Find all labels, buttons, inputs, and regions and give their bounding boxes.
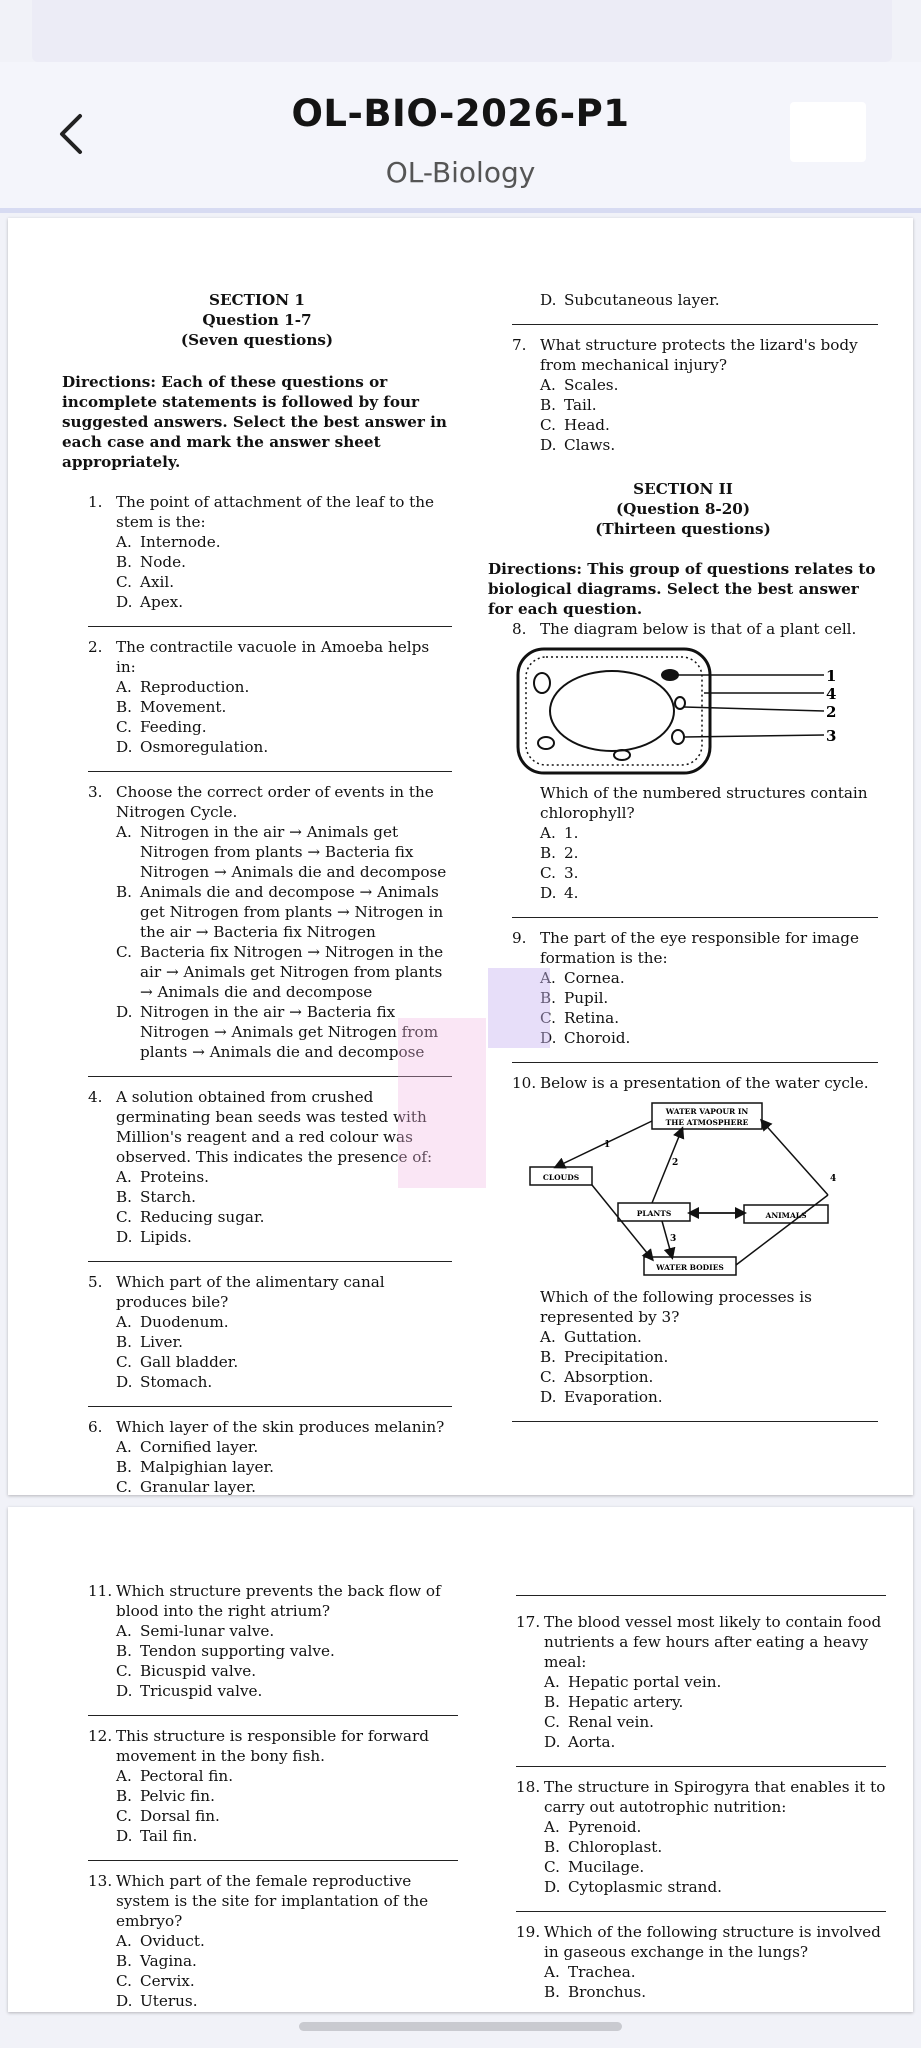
option-a[interactable]: A. 1. xyxy=(540,824,579,842)
vapour-label: WATER VAPOUR IN xyxy=(665,1107,749,1116)
question-5: 5. Which part of the alimentary canal produces bile? A. Duodenum. B. Liver. C. Gall bladder. D. Stomach. xyxy=(88,1272,452,1392)
vapour-label: THE ATMOSPHERE xyxy=(665,1118,749,1127)
option-b[interactable]: B. Starch. xyxy=(116,1188,196,1206)
exam-page-1 xyxy=(8,218,913,1495)
right-column xyxy=(488,290,878,1432)
section-range: Question 1-7 xyxy=(202,311,312,329)
page-title: OL-BIO-2026-P1 xyxy=(291,92,630,135)
question-4: 4. A solution obtained from crushed germinating bean seeds was tested with Million's reagent and a red colour was observed. This indicates the presence of: A. Proteins. B. Starch. C. Reducing sugar. D. Lipids. xyxy=(88,1087,452,1247)
clouds-label: CLOUDS xyxy=(542,1173,580,1182)
option-d[interactable]: D. Osmoregulation. xyxy=(116,738,269,756)
section-count: (Thirteen questions) xyxy=(595,520,771,538)
option-b[interactable]: B. Chloroplast. xyxy=(544,1838,663,1856)
option-c[interactable]: C. Feeding. xyxy=(116,718,207,736)
option-d[interactable]: D. Uterus. xyxy=(116,1992,198,2010)
question-19: 19. Which of the following structure is involved in gaseous exchange in the lungs? A. Trachea. B. Bronchus. xyxy=(516,1922,886,2002)
option-b[interactable]: B. Tail. xyxy=(540,396,597,414)
option-c[interactable]: C. Bicuspid valve. xyxy=(116,1662,257,1680)
option-c[interactable]: C. Dorsal fin. xyxy=(116,1807,220,1825)
question-divider xyxy=(512,1421,878,1422)
option-b[interactable]: B. Bronchus. xyxy=(544,1983,647,2001)
option-a[interactable]: A. Pectoral fin. xyxy=(116,1767,234,1785)
option-d[interactable]: D. Lipids. xyxy=(116,1228,192,1246)
option-b[interactable]: B. Movement. xyxy=(116,698,227,716)
question-1: 1. The point of attachment of the leaf to the stem is the: A. Internode. B. Node. C. Axil. D. Apex. xyxy=(88,492,452,612)
option-a[interactable]: A. Nitrogen in the air → Animals get Nitrogen from plants → Bacteria fix Nitrogen → Animals die and decompose xyxy=(116,823,447,881)
option-c[interactable]: C. Axil. xyxy=(116,573,175,591)
question-stem: Which part of the female reproductive system is the site for implantation of the embryo? xyxy=(116,1872,429,1930)
question-stem: Which part of the alimentary canal produces bile? xyxy=(116,1273,385,1311)
section-2-header xyxy=(488,479,878,539)
question-divider xyxy=(88,1715,458,1716)
question-12: 12. This structure is responsible for forward movement in the bony fish. A. Pectoral fin. B. Pelvic fin. C. Dorsal fin. D. Tail fin. xyxy=(88,1726,458,1846)
header-action-placeholder xyxy=(790,102,866,162)
diagram-label: 4 xyxy=(826,685,837,703)
question-divider xyxy=(512,324,878,325)
question-stem: Which of the following structure is involved in gaseous exchange in the lungs? xyxy=(544,1923,881,1961)
section-1-directions: Directions: Each of these questions or incomplete statements is followed by four suggested answers. Select the best answer in each case and mark the answer sheet appropriately. xyxy=(62,373,447,471)
option-d[interactable]: D. Claws. xyxy=(540,436,616,454)
option-a[interactable]: A. Guttation. xyxy=(540,1328,642,1346)
question-divider xyxy=(516,1595,886,1596)
question-divider xyxy=(516,1911,886,1912)
option-d[interactable]: D. Tricuspid valve. xyxy=(116,1682,263,1700)
question-prompt: Which of the numbered structures contain chlorophyll? xyxy=(540,784,868,822)
option-c[interactable]: C. Granular layer. xyxy=(116,1478,256,1496)
arrow-label: 1 xyxy=(604,1140,611,1150)
option-b[interactable]: B. Node. xyxy=(116,553,186,571)
option-d[interactable]: D. Subcutaneous layer. xyxy=(540,291,720,309)
option-c[interactable]: C. Mucilage. xyxy=(544,1858,645,1876)
header-divider xyxy=(0,208,921,213)
question-prompt: Which of the following processes is represented by 3? xyxy=(540,1288,812,1326)
option-b[interactable]: B. Pupil. xyxy=(540,989,609,1007)
option-a[interactable]: A. Oviduct. xyxy=(116,1932,205,1950)
question-18: 18. The structure in Spirogyra that enables it to carry out autotrophic nutrition: A. Pyrenoid. B. Chloroplast. C. Mucilage. D. Cytoplasmic strand. xyxy=(516,1778,886,1896)
question-divider xyxy=(88,626,452,627)
question-2: 2. The contractile vacuole in Amoeba helps in: A. Reproduction. B. Movement. C. Feeding. D. Osmoregulation. xyxy=(88,637,452,757)
arrow-label: 2 xyxy=(672,1158,679,1168)
water-bodies-label: WATER BODIES xyxy=(656,1263,724,1272)
section-1-header xyxy=(62,290,452,350)
option-d[interactable]: D. Nitrogen in the air → Bacteria fix Nitrogen → Animals get Nitrogen from plants → Animals die and decompose xyxy=(116,1003,439,1061)
question-divider xyxy=(88,1076,452,1077)
diagram-label: 2 xyxy=(826,703,837,721)
question-divider xyxy=(516,1766,886,1767)
question-stem: The blood vessel most likely to contain food nutrients a few hours after eating a heavy meal: xyxy=(544,1613,882,1671)
section-title: SECTION II xyxy=(633,480,733,498)
question-stem: Choose the correct order of events in the Nitrogen Cycle. xyxy=(116,783,434,821)
section-2-directions: Directions: This group of questions relates to biological diagrams. Select the best answer for each question. xyxy=(488,560,876,618)
option-b[interactable]: B. Hepatic artery. xyxy=(544,1693,684,1711)
question-stem: The point of attachment of the leaf to the stem is the: xyxy=(116,493,435,531)
option-b[interactable]: B. Tendon supporting valve. xyxy=(116,1642,335,1660)
question-divider xyxy=(88,771,452,772)
question-7: 7. What structure protects the lizard's body from mechanical injury? A. Scales. B. Tail. C. Head. D. Claws. xyxy=(512,335,878,455)
page-subtitle: OL-Biology xyxy=(385,156,536,189)
option-a[interactable]: A. Proteins. xyxy=(116,1168,209,1186)
option-a[interactable]: A. Reproduction. xyxy=(116,678,250,696)
question-6: 6. Which layer of the skin produces melanin? A. Cornified layer. B. Malpighian layer. C. Granular layer. xyxy=(88,1417,452,1497)
option-c[interactable]: C. 3. xyxy=(540,864,579,882)
option-b[interactable]: B. Animals die and decompose → Animals get Nitrogen from plants → Nitrogen in the air → Bacteria fix Nitrogen xyxy=(116,883,444,941)
question-divider xyxy=(88,1860,458,1861)
home-indicator[interactable] xyxy=(299,2022,622,2031)
option-d[interactable]: D. Aorta. xyxy=(544,1733,616,1751)
option-b[interactable]: B. Vagina. xyxy=(116,1952,197,1970)
option-a[interactable]: A. Duodenum. xyxy=(116,1313,229,1331)
option-b[interactable]: B. 2. xyxy=(540,844,579,862)
question-stem: The contractile vacuole in Amoeba helps in: xyxy=(116,638,430,676)
question-divider xyxy=(88,1406,452,1407)
option-d[interactable]: D. Evaporation. xyxy=(540,1388,663,1406)
option-a[interactable]: A. Cornified layer. xyxy=(116,1438,259,1456)
question-8: 8. The diagram below is that of a plant cell. 1 4 2 3 Which of the numbered structures contain chlorophyll? A. 1. B. 2. C. 3. D. 4. xyxy=(512,619,878,903)
option-a[interactable]: A. Internode. xyxy=(116,533,221,551)
question-stem: What structure protects the lizard's body from mechanical injury? xyxy=(540,336,858,374)
option-a[interactable]: A. Scales. xyxy=(540,376,619,394)
option-c[interactable]: C. Reducing sugar. xyxy=(116,1208,265,1226)
option-c[interactable]: C. Retina. xyxy=(540,1009,620,1027)
left-column xyxy=(62,290,452,1497)
question-10: 10. Below is a presentation of the water cycle. WATER VAPOUR IN THE ATMOSPHERE CLOUDS PLANTS ANIMALS WATER BODIES 1 2 3 4 Which of the following processes is represented by 3? A. Guttation. B. Precipitation. C. Absorption. D. Evaporation. xyxy=(512,1073,878,1407)
arrow-label: 4 xyxy=(830,1174,837,1184)
section-range: (Question 8-20) xyxy=(615,500,751,518)
water-cycle-diagram xyxy=(512,1099,842,1281)
option-d[interactable]: D. 4. xyxy=(540,884,579,902)
left-column xyxy=(88,1581,458,2011)
diagram-label: 3 xyxy=(826,727,837,745)
option-a[interactable]: A. Pyrenoid. xyxy=(544,1818,642,1836)
right-column xyxy=(516,1595,886,2002)
diagram-label: 1 xyxy=(826,667,837,685)
plant-cell-diagram xyxy=(512,645,842,777)
question-stem: Below is a presentation of the water cycle. xyxy=(540,1074,869,1092)
status-bar-area xyxy=(32,0,892,62)
question-stem: The part of the eye responsible for image formation is the: xyxy=(540,929,859,967)
option-c[interactable]: C. Absorption. xyxy=(540,1368,654,1386)
question-3: 3. Choose the correct order of events in the Nitrogen Cycle. A. Nitrogen in the air → Animals get Nitrogen from plants → Bacteria fix Nitrogen → Animals die and decompose B. Animals die and decompose → Animals get Nitrogen from plants → Nitrogen in the air → Bacteria fix Nitrogen C. Bacteria fix Nitrogen → Nitrogen in the air → Animals get Nitrogen from plants → Animals die and decompose D. Nitrogen in the air → Bacteria fix Nitrogen → Animals get Nitrogen from plants → Animals die and decompose xyxy=(88,782,452,1062)
question-stem: A solution obtained from crushed germinating bean seeds was tested with Million's reagent and a red colour was observed. This indicates the presence of: xyxy=(116,1088,433,1166)
option-c[interactable]: C. Gall bladder. xyxy=(116,1353,239,1371)
option-c[interactable]: C. Head. xyxy=(540,416,610,434)
question-divider xyxy=(512,1062,878,1063)
question-stem: The structure in Spirogyra that enables it to carry out autotrophic nutrition: xyxy=(544,1778,886,1816)
question-9: 9. The part of the eye responsible for image formation is the: A. Cornea. B. Pupil. C. Retina. D. Choroid. xyxy=(512,928,878,1048)
plants-label: PLANTS xyxy=(636,1209,672,1218)
question-divider xyxy=(88,1261,452,1262)
question-divider xyxy=(512,917,878,918)
option-a[interactable]: A. Cornea. xyxy=(540,969,625,987)
option-b[interactable]: B. Pelvic fin. xyxy=(116,1787,215,1805)
question-11: 11. Which structure prevents the back flow of blood into the right atrium? A. Semi-lunar valve. B. Tendon supporting valve. C. Bicuspid valve. D. Tricuspid valve. xyxy=(88,1581,458,1701)
option-a[interactable]: A. Hepatic portal vein. xyxy=(544,1673,722,1691)
arrow-label: 3 xyxy=(670,1234,677,1244)
section-title: SECTION 1 xyxy=(208,291,305,309)
option-c[interactable]: C. Bacteria fix Nitrogen → Nitrogen in the air → Animals get Nitrogen from plants → Animals die and decompose xyxy=(116,943,444,1001)
question-stem: This structure is responsible for forward movement in the bony fish. xyxy=(116,1727,429,1765)
option-a[interactable]: A. Trachea. xyxy=(544,1963,636,1981)
section-count: (Seven questions) xyxy=(180,331,334,349)
question-17: 17. The blood vessel most likely to contain food nutrients a few hours after eating a heavy meal: A. Hepatic portal vein. B. Hepatic artery. C. Renal vein. D. Aorta. xyxy=(516,1612,886,1752)
option-c[interactable]: C. Renal vein. xyxy=(544,1713,654,1731)
option-d[interactable]: D. Choroid. xyxy=(540,1029,631,1047)
option-d[interactable]: D. Apex. xyxy=(116,593,184,611)
option-d[interactable]: D. Stomach. xyxy=(116,1373,213,1391)
question-stem: Which layer of the skin produces melanin? xyxy=(116,1418,445,1436)
option-a[interactable]: A. Semi-lunar valve. xyxy=(116,1622,275,1640)
option-d[interactable]: D. Tail fin. xyxy=(116,1827,198,1845)
question-stem: Which structure prevents the back flow of blood into the right atrium? xyxy=(116,1582,441,1620)
option-b[interactable]: B. Precipitation. xyxy=(540,1348,669,1366)
option-b[interactable]: B. Malpighian layer. xyxy=(116,1458,274,1476)
option-b[interactable]: B. Liver. xyxy=(116,1333,183,1351)
question-stem: The diagram below is that of a plant cell. xyxy=(540,620,857,638)
exam-page-2 xyxy=(8,1507,913,2012)
question-13: 13. Which part of the female reproductive system is the site for implantation of the embryo? A. Oviduct. B. Vagina. C. Cervix. D. Uterus. xyxy=(88,1871,458,2011)
option-c[interactable]: C. Cervix. xyxy=(116,1972,195,1990)
animals-label: ANIMALS xyxy=(765,1211,807,1220)
option-d[interactable]: D. Cytoplasmic strand. xyxy=(544,1878,723,1896)
